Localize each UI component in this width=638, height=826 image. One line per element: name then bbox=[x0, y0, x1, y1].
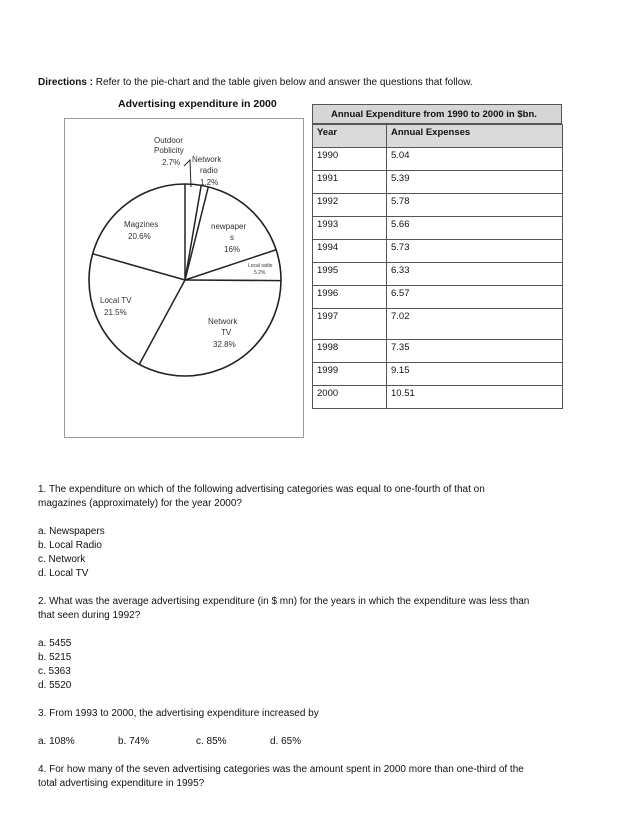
cell-expense: 5.04 bbox=[387, 148, 563, 171]
label-outdoor-line2: Poblicity bbox=[154, 146, 184, 155]
cell-year: 1994 bbox=[313, 240, 387, 263]
cell-year: 1993 bbox=[313, 217, 387, 240]
cell-year: 1995 bbox=[313, 263, 387, 286]
label-network-radio-line2: radio bbox=[200, 166, 218, 175]
cell-expense: 5.78 bbox=[387, 194, 563, 217]
expenditure-table bbox=[312, 124, 563, 409]
label-network-radio-percent: 1.2% bbox=[200, 178, 219, 187]
question-1-option-c: c. Network bbox=[38, 554, 86, 565]
table-row bbox=[313, 148, 563, 171]
question-3-option-d: d. 65% bbox=[270, 736, 302, 747]
cell-year: 1990 bbox=[313, 148, 387, 171]
label-local-radio-percent: 5.2% bbox=[254, 270, 266, 276]
table-row bbox=[313, 363, 563, 386]
table-row bbox=[313, 240, 563, 263]
expenditure-table-container bbox=[312, 104, 562, 409]
question-2-option-d: d. 5520 bbox=[38, 680, 72, 691]
table-row bbox=[313, 194, 563, 217]
table-row bbox=[313, 263, 563, 286]
question-1-option-d: d. Local TV bbox=[38, 568, 89, 579]
table-row bbox=[313, 171, 563, 194]
label-network-radio-line1: Network bbox=[192, 155, 222, 164]
table-row bbox=[313, 286, 563, 309]
question-3-options bbox=[38, 735, 301, 749]
label-outdoor-percent: 2.7% bbox=[162, 158, 181, 167]
label-network-tv-line2: TV bbox=[221, 328, 232, 337]
table-row bbox=[313, 340, 563, 363]
table-header-row bbox=[313, 125, 563, 148]
question-3-option-b: b. 74% bbox=[118, 736, 150, 747]
question-2-option-c: c. 5363 bbox=[38, 666, 71, 677]
question-2-option-b: b. 5215 bbox=[38, 652, 72, 663]
cell-expense: 6.57 bbox=[387, 286, 563, 309]
cell-year: 1997 bbox=[313, 309, 387, 340]
label-local-tv: Local TV bbox=[100, 296, 132, 305]
cell-year: 1991 bbox=[313, 171, 387, 194]
question-3-option-a: a. 108% bbox=[38, 736, 75, 747]
cell-expense: 7.02 bbox=[387, 309, 563, 340]
cell-expense: 10.51 bbox=[387, 386, 563, 409]
cell-expense: 5.39 bbox=[387, 171, 563, 194]
label-magazines-percent: 20.6% bbox=[128, 232, 151, 241]
question-3-option-c: c. 85% bbox=[196, 736, 227, 747]
pie-chart bbox=[64, 118, 304, 438]
directions-label: Directions : bbox=[38, 77, 94, 88]
cell-year: 1992 bbox=[313, 194, 387, 217]
table-row bbox=[313, 309, 563, 340]
column-header-annual-expenses: Annual Expenses bbox=[387, 125, 563, 148]
pie-chart-title: Advertising expenditure in 2000 bbox=[118, 98, 277, 110]
cell-expense: 6.33 bbox=[387, 263, 563, 286]
label-newspapers-line1: newpaper bbox=[211, 222, 247, 231]
cell-expense: 7.35 bbox=[387, 340, 563, 363]
label-local-tv-percent: 21.5% bbox=[104, 308, 127, 317]
label-newspapers-percent: 16% bbox=[224, 245, 241, 254]
cell-expense: 5.66 bbox=[387, 217, 563, 240]
question-2-line-2: that seen during 1992? bbox=[38, 610, 141, 621]
question-4-line-2: total advertising expenditure in 1995? bbox=[38, 778, 205, 789]
label-network-tv-line1: Network bbox=[208, 317, 238, 326]
cell-year: 2000 bbox=[313, 386, 387, 409]
cell-expense: 9.15 bbox=[387, 363, 563, 386]
question-3-text: 3. From 1993 to 2000, the advertising expenditure increased by bbox=[38, 708, 319, 719]
label-local-radio: Local radio bbox=[248, 263, 273, 269]
label-network-tv-percent: 32.8% bbox=[213, 340, 236, 349]
label-magazines: Magzines bbox=[124, 220, 159, 229]
question-1-line-1: 1. The expenditure on which of the following advertising categories was equal to one-fourth of that on bbox=[38, 484, 485, 495]
cell-year: 1996 bbox=[313, 286, 387, 309]
question-4-line-1: 4. For how many of the seven advertising categories was the amount spent in 2000 more than one-third of the bbox=[38, 764, 524, 775]
label-outdoor-line1: Outdoor bbox=[154, 136, 183, 145]
directions-line bbox=[38, 76, 598, 89]
table-row bbox=[313, 217, 563, 240]
cell-year: 1998 bbox=[313, 340, 387, 363]
directions-text: Refer to the pie-chart and the table given below and answer the questions that follow. bbox=[95, 77, 473, 88]
column-header-year: Year bbox=[313, 125, 387, 148]
cell-year: 1999 bbox=[313, 363, 387, 386]
question-1-option-a: a. Newspapers bbox=[38, 526, 105, 537]
label-newspapers-line2: s bbox=[230, 233, 234, 242]
question-1-line-2: magazines (approximately) for the year 2000? bbox=[38, 498, 242, 509]
table-row bbox=[313, 386, 563, 409]
table-title: Annual Expenditure from 1990 to 2000 in $bn. bbox=[312, 104, 562, 124]
question-2-option-a: a. 5455 bbox=[38, 638, 72, 649]
boundary-network-tv-start bbox=[185, 280, 281, 281]
leader-line-outdoor bbox=[184, 160, 191, 187]
question-2-line-1: 2. What was the average advertising expenditure (in $ mn) for the years in which the expenditure was less than bbox=[38, 596, 530, 607]
question-1-option-b: b. Local Radio bbox=[38, 540, 102, 551]
cell-expense: 5.73 bbox=[387, 240, 563, 263]
